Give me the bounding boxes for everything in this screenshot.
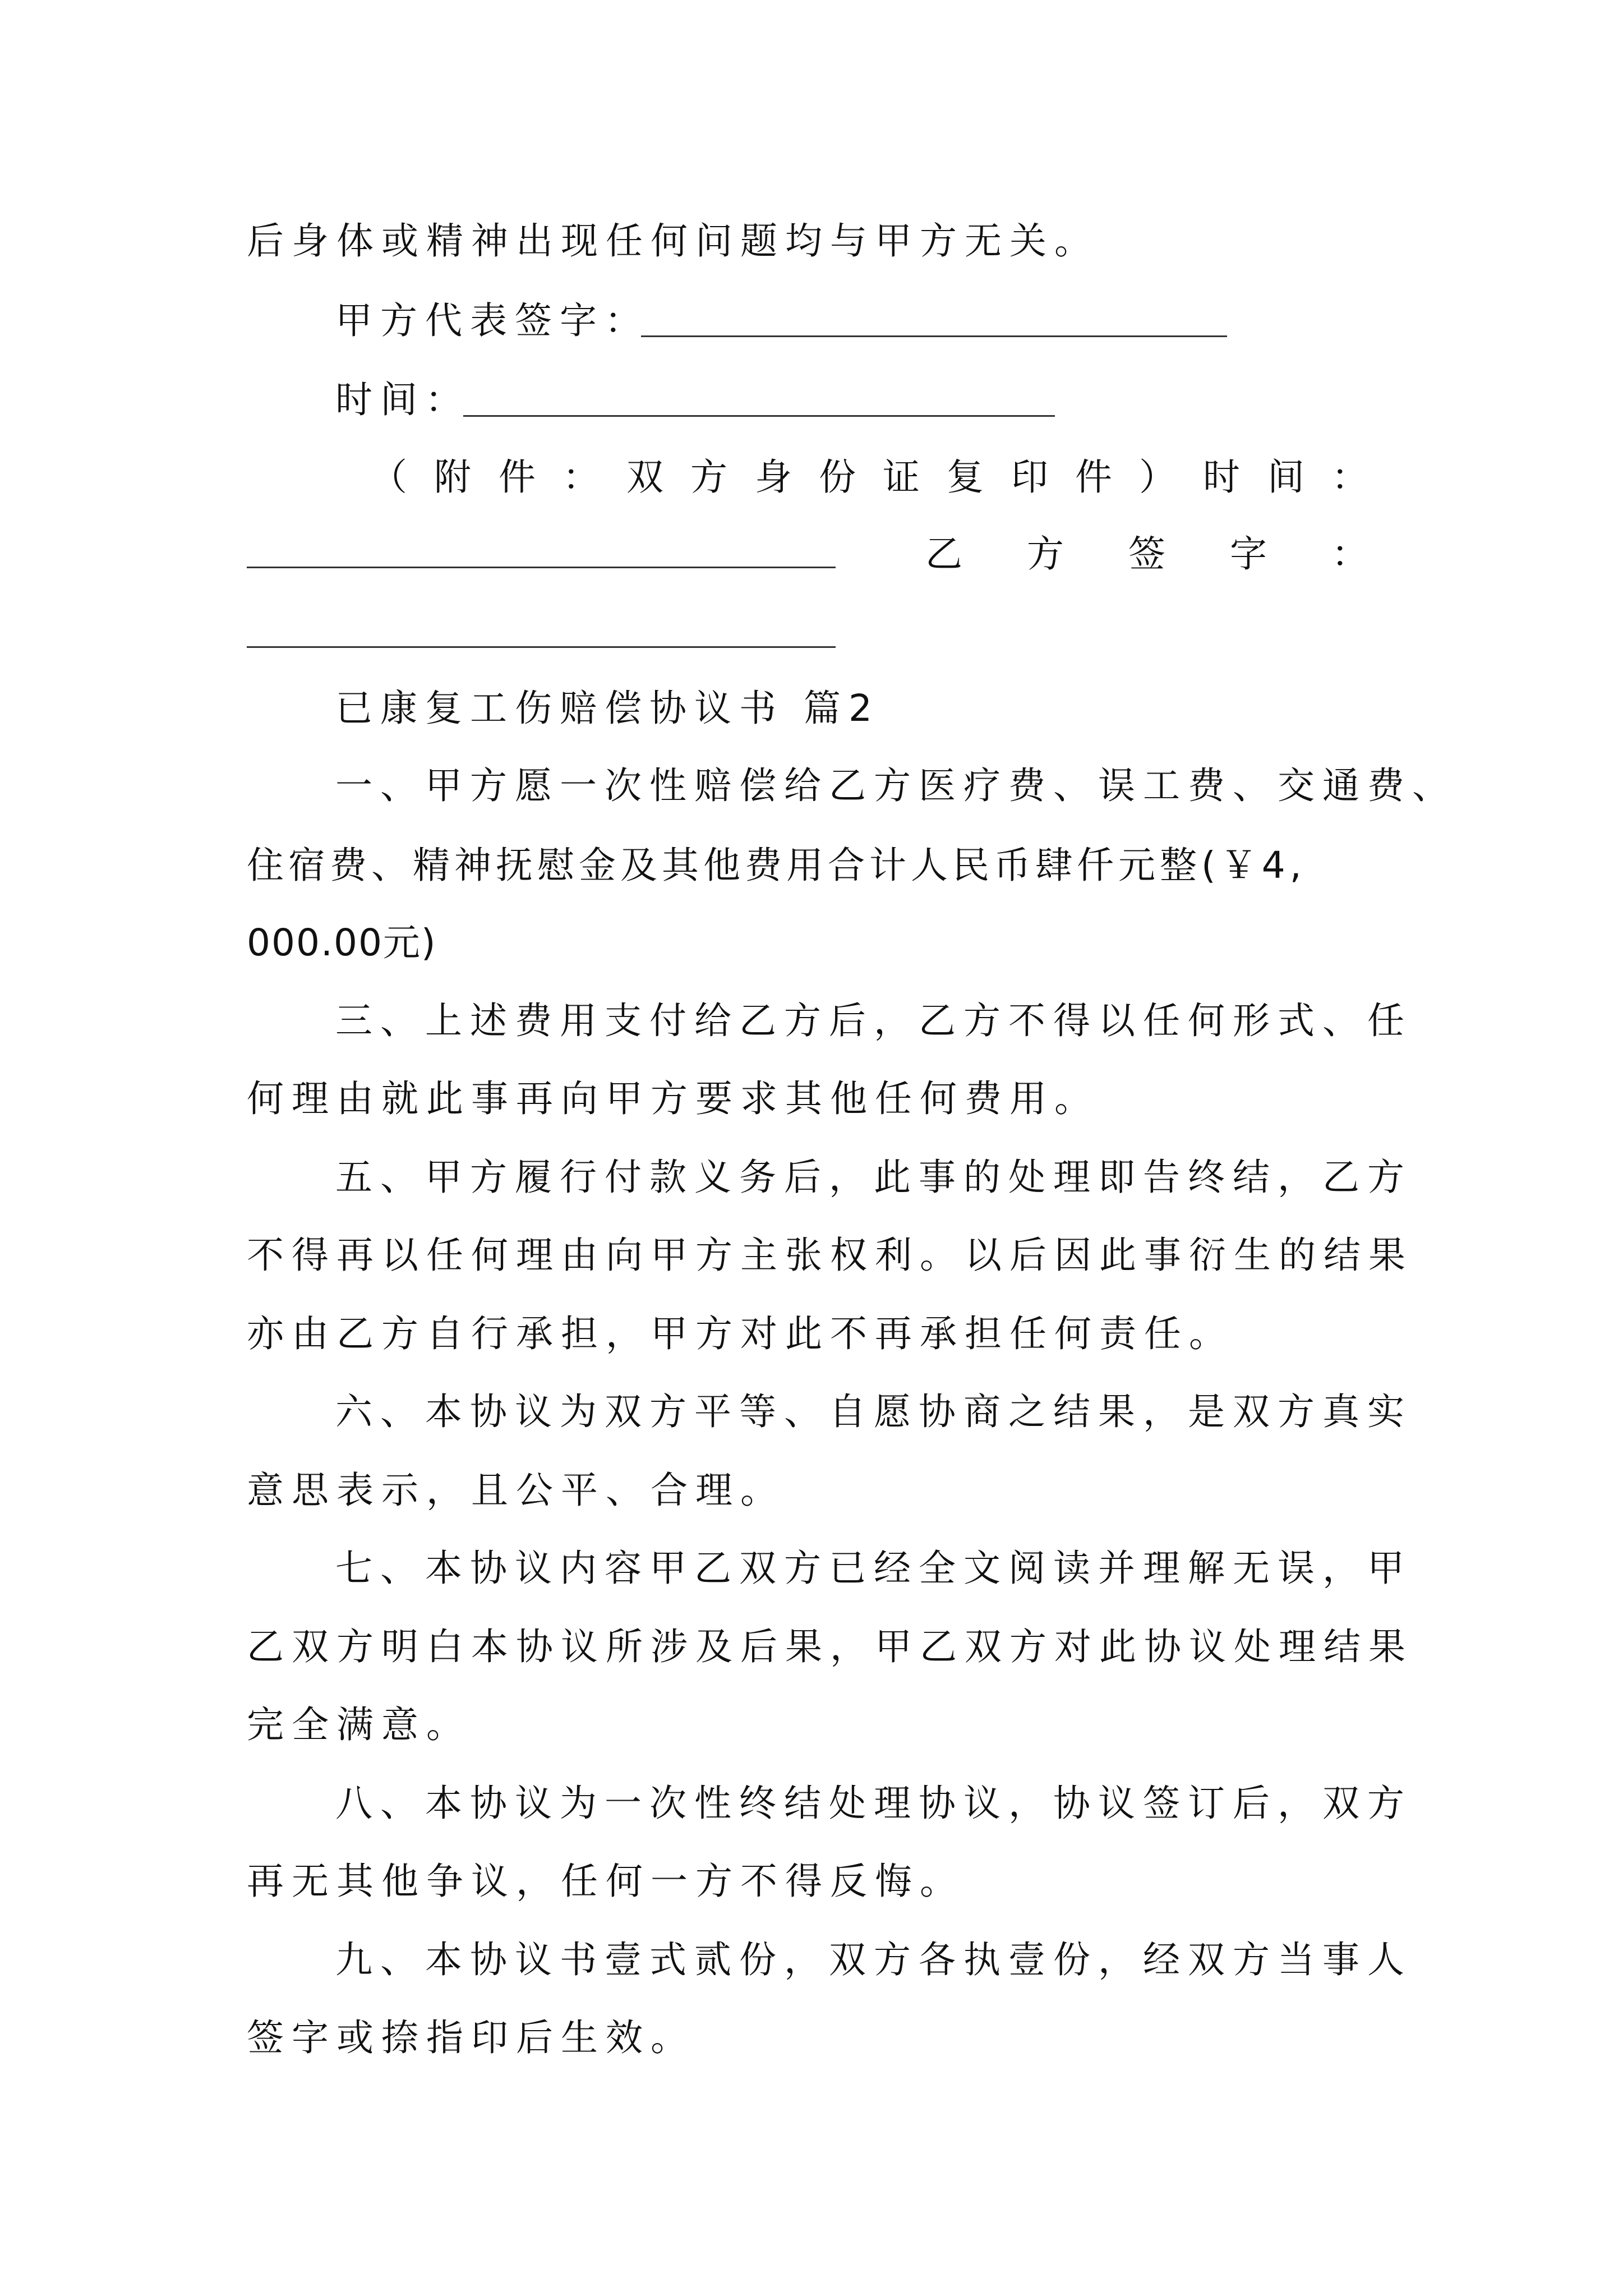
spread-char: ： — [1331, 455, 1368, 499]
time-line[interactable] — [463, 415, 1055, 417]
clause-8-line-1: 八、本协议为一次性终结处理协议，协议签订后，双方 — [335, 1782, 1412, 1825]
spread-char: 身 — [755, 455, 792, 499]
spread-char: 附 — [434, 455, 471, 499]
spread-char: 方 — [1027, 532, 1064, 576]
time-label: 时间： — [335, 378, 470, 421]
clause-6-line-1: 六、本协议为双方平等、自愿协商之结果，是双方真实 — [335, 1390, 1412, 1433]
spread-char: ： — [1331, 532, 1368, 576]
clause-7-line-3: 完全满意。 — [247, 1703, 471, 1746]
spread-char: ） — [1139, 455, 1176, 499]
clause-8-line-2: 再无其他争议，任何一方不得反悔。 — [247, 1860, 965, 1903]
clause-3-line-2: 何理由就此事再向甲方要求其他任何费用。 — [247, 1077, 1099, 1120]
spread-char: 方 — [690, 455, 727, 499]
clause-1-line-3: 000.00元) — [247, 921, 437, 964]
clause-9-line-2: 签字或捺指印后生效。 — [247, 2016, 695, 2059]
spread-char: ： — [562, 455, 600, 499]
clause-7-line-2: 乙双方明白本协议所涉及后果，甲乙双方对此协议处理结果 — [247, 1625, 1413, 1668]
spread-char: 间 — [1267, 455, 1304, 499]
clause-5-line-3: 亦由乙方自行承担，甲方对此不再承担任何责任。 — [247, 1312, 1234, 1355]
clause-1-line-1: 一、甲方愿一次性赔偿给乙方医疗费、误工费、交通费、 — [335, 764, 1457, 807]
text-line-1: 后身体或精神出现任何问题均与甲方无关。 — [247, 219, 1099, 263]
party-a-signature-label: 甲方代表签字： — [335, 299, 649, 342]
clause-7-line-1: 七、本协议内容甲乙双方已经全文阅读并理解无误，甲 — [335, 1547, 1412, 1590]
section-title: 已康复工伤赔偿协议书 篇2 — [335, 687, 880, 730]
spread-char: 时 — [1203, 455, 1240, 499]
clause-3-line-1: 三、上述费用支付给乙方后，乙方不得以任何形式、任 — [335, 999, 1412, 1042]
party-b-signature-line[interactable] — [247, 646, 836, 648]
blank-line-1[interactable] — [247, 567, 836, 568]
clause-5-line-1: 五、甲方履行付款义务后，此事的处理即告终结，乙方 — [335, 1156, 1412, 1199]
spread-char: 件 — [499, 455, 536, 499]
party-a-signature-line[interactable] — [641, 335, 1227, 337]
spread-char: 印 — [1011, 455, 1048, 499]
clause-5-line-2: 不得再以任何理由向甲方主张权利。以后因此事衍生的结果 — [247, 1234, 1413, 1277]
spread-char: 复 — [947, 455, 984, 499]
spread-char: 双 — [626, 455, 663, 499]
spread-char: 份 — [819, 455, 856, 499]
spread-char: 字 — [1230, 532, 1267, 576]
party-b-signature-label — [925, 532, 1368, 576]
spread-char: 乙 — [925, 532, 962, 576]
clause-9-line-1: 九、本协议书壹式贰份，双方各执壹份，经双方当事人 — [335, 1938, 1412, 1981]
spread-char: 件 — [1075, 455, 1112, 499]
spread-char: 证 — [883, 455, 920, 499]
attachment-line — [370, 455, 1368, 499]
clause-1-line-2: 住宿费、精神抚慰金及其他费用合计人民币肆仟元整(￥4, — [247, 844, 1306, 887]
spread-char: （ — [370, 455, 407, 499]
spread-char: 签 — [1128, 532, 1165, 576]
clause-6-line-2: 意思表示，且公平、合理。 — [247, 1469, 785, 1512]
